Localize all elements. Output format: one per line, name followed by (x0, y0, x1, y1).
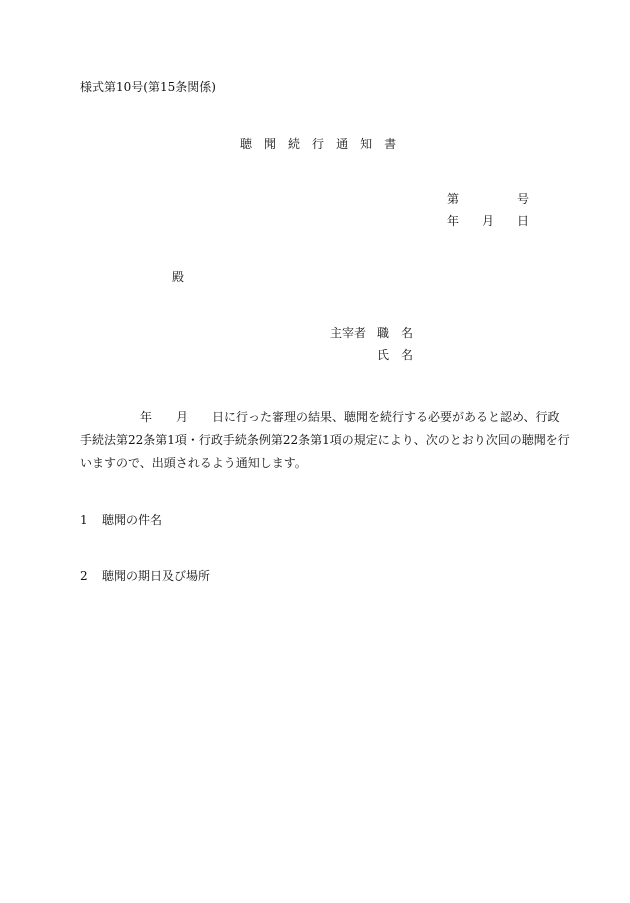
item-hearing-date-place (80, 570, 210, 582)
document-number-prefix: 第 (447, 192, 460, 206)
body-line: いますので、出頭されるよう通知します。 (80, 456, 307, 470)
item-text: 聴聞の期日及び場所 (102, 569, 211, 583)
position-label-char: 職 (377, 326, 390, 340)
title-char: 聴 (240, 137, 253, 151)
item-text: 聴聞の件名 (102, 513, 163, 527)
date-year-label: 年 (447, 214, 460, 228)
addressee-honorific: 殿 (172, 270, 185, 284)
name-label-char: 氏 (377, 348, 390, 362)
document-number-suffix: 号 (517, 192, 530, 206)
document-title (240, 138, 396, 150)
item-number: 1 (80, 513, 88, 527)
body-line: 手続法第22条第1項・行政手続条例第22条第1項の規定により、次のとおり次回の聴聞を行 (80, 433, 570, 447)
date-day-label: 日 (517, 214, 530, 228)
title-char: 行 (312, 137, 325, 151)
title-char: 聞 (264, 137, 277, 151)
form-number: 様式第10号(第15条関係) (80, 80, 216, 94)
item-number: 2 (80, 569, 88, 583)
title-char: 知 (360, 137, 373, 151)
title-char: 通 (336, 137, 349, 151)
presider-label: 主宰者 (330, 326, 367, 340)
title-char: 書 (384, 137, 397, 151)
title-char: 続 (288, 137, 301, 151)
item-hearing-subject (80, 514, 162, 526)
notice-body (80, 406, 570, 475)
date-month-label: 月 (482, 214, 495, 228)
position-label-char: 名 (401, 326, 414, 340)
name-label-char: 名 (401, 348, 414, 362)
body-line: 年 月 日に行った審理の結果、聴聞を続行する必要があると認め、行政 (80, 410, 560, 424)
